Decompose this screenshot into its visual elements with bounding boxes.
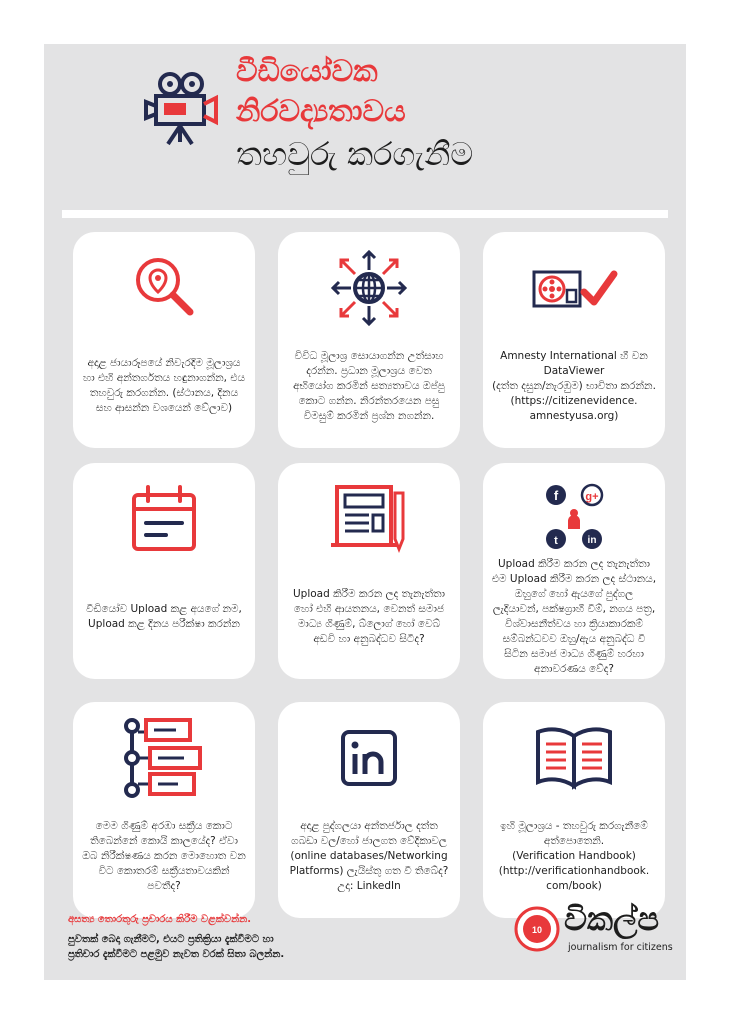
tip-text: ඉහි මූලාශ්‍රය - තහවුරු කරගැනීමේ අත්පොතෙනි. (Verification Handbook) (http://verificationhandbook. com/book): [498, 819, 650, 892]
tip-text: විවිධ මූලාශ්‍ර සොයාගන්න උත්සාහ දරන්න. ප්‍රධාන මූලාශ්‍රය වෙත අභියෝග කරමින් සත්‍යතාවය ඔප්පු කොට ගන්න. නිරන්තරයෙන පසු විමසුම් කරමින් ප්‍රශ්න නගන්න.: [293, 349, 445, 422]
vikalpa-logo: [514, 898, 674, 962]
svg-text:in: in: [587, 535, 597, 546]
film-reel-check-icon: [483, 246, 665, 330]
tip-card-uploader: [73, 463, 255, 679]
title-line-3: තහවුරු කරගැනීම: [236, 135, 474, 173]
title-line-1: වීඩියෝවක: [236, 54, 378, 89]
calendar-icon: [73, 477, 255, 561]
footer-message: පුවතක් බෙදා ගැනීමට, එයට ප්‍රතික්‍රියා දැක්වීමට හා ප්‍රතිචාර දැක්වීමට පළමුව නැවත වරක් සිතා බලන්න.: [68, 934, 285, 960]
linkedin-icon: [278, 716, 460, 800]
divider: [62, 210, 668, 218]
page-title: [236, 52, 636, 176]
svg-text:f: f: [553, 488, 559, 503]
badge-text: 10: [531, 925, 543, 935]
globe-arrows-icon: [278, 246, 460, 330]
tip-text: Upload කිරීම කරන ලද තැනැත්තා හෝ එහි ආයතනය, වෙනත් සමාජ මාධ්‍ය ගිණුම්, බ්ලොග් හෝ වෙබ් අඩවි හා අනුබද්ධව සිටීද?: [292, 588, 446, 645]
tip-card-affiliations: [278, 463, 460, 679]
tip-text: Amnesty International හී වන DataViewer (දත්ත දසුන/නැරඹුම) භාවිතා කරන්න. (https://citizenevidence. amnestyusa.org): [492, 349, 656, 422]
video-camera-icon: [140, 66, 220, 146]
tip-card-location: [73, 232, 255, 448]
tip-card-dataviewer: [483, 232, 665, 448]
tip-text: අදාළ ජායාරූපයේ නිවැරදිම මූලාශ්‍රය හා එහි අන්තර්ගතය හඳුනාගන්න, එය තහවුරු කරගන්න. (ස්ථානය, දිනය සහ ආසන්න වශයෙන් වේලාව): [82, 357, 246, 414]
title-line-2: නිරවද්‍යතාවය: [236, 94, 406, 129]
tip-card-social: [483, 463, 665, 679]
tip-card-handbook: [483, 702, 665, 918]
news-article-icon: [278, 477, 460, 561]
anniversary-badge-icon: [514, 906, 560, 952]
logo-tagline: journalism for citizens: [568, 942, 673, 953]
social-network-icon: [483, 477, 665, 561]
tip-text: Upload කිරීම කරන ලද තැනැත්තා එම Upload කිරීම කරන ලද ස්ථානය, ඔහුගේ හෝ ඇයගේ පුද්ගල ලැදියාවන්, පක්ෂග්‍රාහී වීම්, නගය පත්‍ර, විශ්වාසනීත්වය හා ක්‍රියාකාරකම් සම්බන්ධවව ඔහු/ඇය අනුබද්ධ වී සිටින සමාජ මාධ්‍ය ගිණුම් හරහා අනාවරණය වේද?: [491, 558, 657, 675]
tip-text: මෙම ගිණුම් අරඹා සක්‍රීය කොට තිබෙන්නේ කොයි කාලයේද? ඒවා ඔබ නිරීක්ෂණය කරන මොහොත වන විට කොතරම් සක්‍රීයතාවයකින් පවතීද?: [82, 819, 246, 892]
tip-card-sources: [278, 232, 460, 448]
logo-name: විකල්ප: [564, 900, 660, 938]
svg-text:t: t: [554, 535, 558, 547]
timeline-icon: [73, 716, 255, 800]
svg-text:g+: g+: [585, 491, 599, 503]
tip-text: අදාළ පුද්ගලයා අන්තර්ජාල දත්ත ගබඩා වල/හෝ ජාලගත වේදිකාවල (online databases/Networking Platforms) ලැයිස්තු ගත වී තිබේද? උදා: LinkedIn: [289, 819, 449, 892]
footer-warning: අසත්‍ය තොරතුරු ප්‍රචාරය කිරීම වළක්වන්න.: [68, 914, 252, 925]
location-search-icon: [73, 246, 255, 330]
tip-card-databases: [278, 702, 460, 918]
tip-text: වීඩියෝව Upload කළ අයගේ නම, Upload කළ දිනය පරීක්ෂා කරන්න: [86, 603, 242, 630]
open-book-icon: [483, 716, 665, 800]
tip-card-activity: [73, 702, 255, 918]
